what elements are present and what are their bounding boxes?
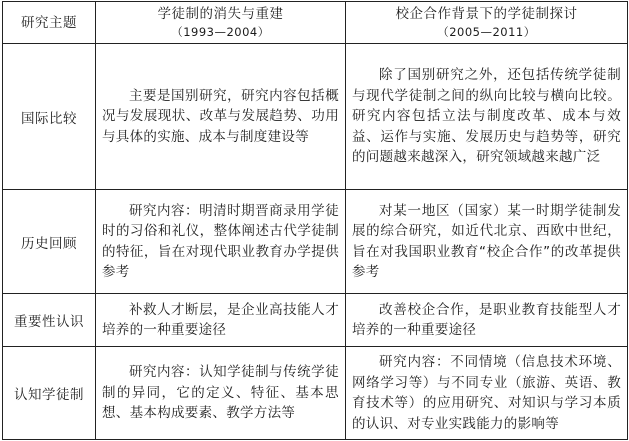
row-topic: 重要性认识	[3, 294, 96, 347]
row-topic: 历史回顾	[3, 190, 96, 294]
table-row	[3, 294, 628, 347]
header-period-1	[96, 2, 346, 44]
table-row	[3, 347, 628, 440]
row-period-1-content: 补救人才断层，是企业高技能人才培养的一种重要途径	[96, 294, 346, 347]
row-period-2-content: 改善校企合作，是职业教育技能型人才培养的一种重要途径	[346, 294, 628, 347]
header-topic	[3, 2, 96, 44]
table-row	[3, 190, 628, 294]
apprenticeship-research-table	[2, 1, 628, 440]
header-period-1-title: 学徒制的消失与重建	[157, 6, 284, 22]
row-period-1-content: 主要是国别研究，研究内容包括概况与发展现状、改革与发展趋势、功用与具体的实施、成本与制度建设等	[96, 44, 346, 190]
header-period-2-title: 校企合作背景下的学徒制探讨	[395, 6, 578, 22]
header-topic-label: 研究主题	[21, 15, 77, 31]
header-period-2	[346, 2, 628, 44]
row-topic: 认知学徒制	[3, 347, 96, 440]
header-period-2-years: （2005—2011）	[437, 25, 536, 39]
table-row	[3, 44, 628, 190]
row-period-2-content: 研究内容：不同情境（信息技术环境、网络学习等）与不同专业（旅游、英语、教育技术等）的应用研究、对知识与学习本质的认识、对专业实践能力的影响等	[346, 347, 628, 440]
header-period-1-years: （1993—2004）	[171, 25, 270, 39]
row-topic: 国际比较	[3, 44, 96, 190]
row-period-1-content: 研究内容：明清时期晋商录用学徒时的习俗和礼仪，整体阐述古代学徒制的特征，旨在对现代职业教育办学提供参考	[96, 190, 346, 294]
header-row	[3, 2, 628, 44]
row-period-2-content: 除了国别研究之外，还包括传统学徒制与现代学徒制之间的纵向比较与横向比较。研究内容包括立法与制度改革、成本与效益、运作与实施、发展历史与趋势等，研究的问题越来越深入，研究领域越来越广泛	[346, 44, 628, 190]
row-period-2-content: 对某一地区（国家）某一时期学徒制发展的综合研究，如近代北京、西欧中世纪，旨在对我国职业教育“校企合作”的改革提供参考	[346, 190, 628, 294]
row-period-1-content: 研究内容：认知学徒制与传统学徒制的异同，它的定义、特征、基本思想、基本构成要素、教学方法等	[96, 347, 346, 440]
